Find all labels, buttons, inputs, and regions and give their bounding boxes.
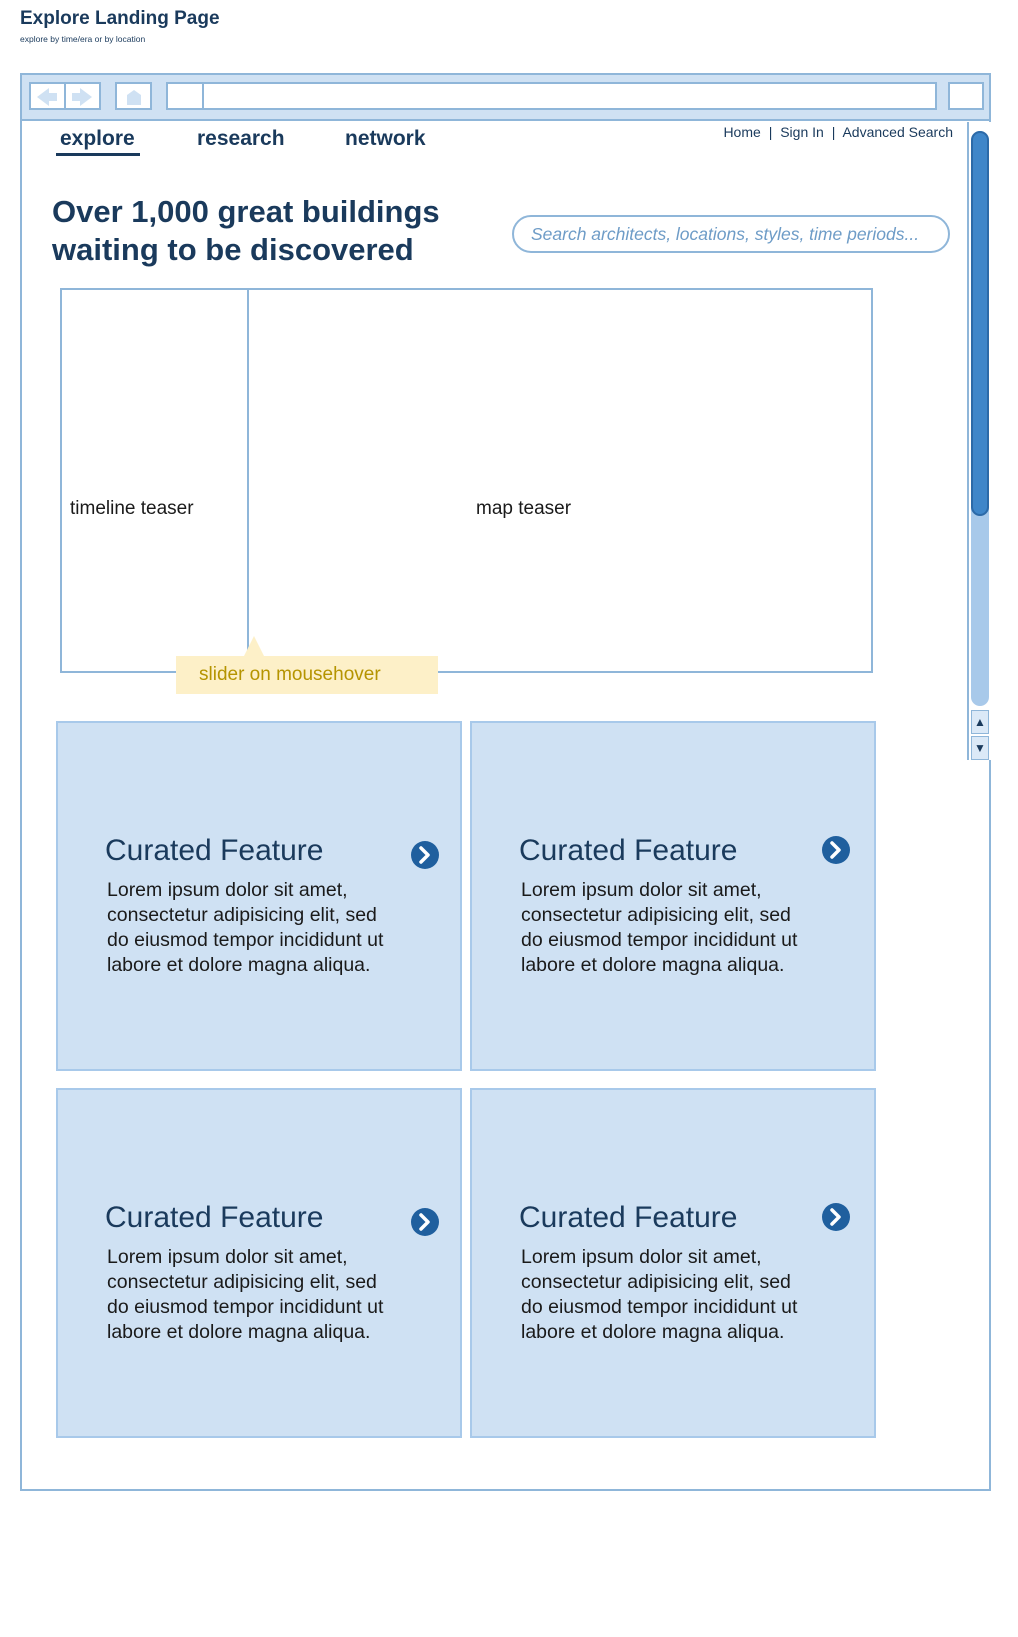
arrow-right-circle-icon[interactable] <box>410 1207 440 1242</box>
feature-title: Curated Feature <box>105 1201 324 1234</box>
go-button[interactable] <box>948 82 984 110</box>
timeline-teaser[interactable]: timeline teaser <box>70 498 194 519</box>
tab-network[interactable]: network <box>345 127 426 150</box>
feature-card[interactable] <box>470 1088 876 1438</box>
tooltip-arrow <box>244 636 264 656</box>
tab-explore[interactable]: explore <box>60 127 135 150</box>
search-input[interactable]: Search architects, locations, styles, time periods... <box>512 215 950 253</box>
feature-card[interactable] <box>56 1088 462 1438</box>
address-segment-divider <box>202 84 204 108</box>
utility-links <box>723 124 953 140</box>
feature-body: Lorem ipsum dolor sit amet, consectetur adipisicing elit, sed do eiusmod tempor incididunt ut labore et dolore magna aliqua. <box>521 1246 798 1343</box>
feature-card[interactable] <box>56 721 462 1071</box>
scrollbar[interactable] <box>967 122 991 760</box>
scroll-up-icon[interactable]: ▲ <box>971 710 989 734</box>
document-subtitle: explore by time/era or by location <box>20 34 146 44</box>
browser-window <box>20 73 991 1491</box>
address-bar[interactable] <box>166 82 937 110</box>
feature-body: Lorem ipsum dolor sit amet, consectetur adipisicing elit, sed do eiusmod tempor incididunt ut labore et dolore magna aliqua. <box>107 879 384 976</box>
feature-body: Lorem ipsum dolor sit amet, consectetur adipisicing elit, sed do eiusmod tempor incididunt ut labore et dolore magna aliqua. <box>521 879 798 976</box>
hero-line-2: waiting to be discovered <box>52 232 414 267</box>
document-title: Explore Landing Page <box>20 8 220 29</box>
teaser-slider-divider[interactable] <box>247 290 249 671</box>
hero-line-1: Over 1,000 great buildings <box>52 194 440 229</box>
scroll-thumb[interactable] <box>971 131 989 516</box>
separator: | <box>831 124 836 140</box>
nav-arrows <box>29 82 101 110</box>
feature-body: Lorem ipsum dolor sit amet, consectetur adipisicing elit, sed do eiusmod tempor incididunt ut labore et dolore magna aliqua. <box>107 1246 384 1343</box>
feature-card[interactable] <box>470 721 876 1071</box>
map-teaser[interactable]: map teaser <box>476 498 572 519</box>
nav-divider <box>64 84 66 108</box>
browser-toolbar <box>22 75 989 121</box>
slider-tooltip: slider on mousehover <box>176 656 438 694</box>
separator: | <box>768 124 773 140</box>
hero-heading <box>52 193 482 269</box>
home-link[interactable]: Home <box>723 124 761 140</box>
advanced-search-link[interactable]: Advanced Search <box>842 124 953 140</box>
teaser-panel <box>60 288 873 673</box>
arrow-right-circle-icon[interactable] <box>821 1202 851 1237</box>
tab-research[interactable]: research <box>197 127 285 150</box>
arrow-right-circle-icon[interactable] <box>821 835 851 870</box>
scroll-down-icon[interactable]: ▼ <box>971 736 989 760</box>
feature-title: Curated Feature <box>519 1201 738 1234</box>
arrow-right-circle-icon[interactable] <box>410 840 440 875</box>
feature-title: Curated Feature <box>519 834 738 867</box>
sign-in-link[interactable]: Sign In <box>780 124 824 140</box>
home-button[interactable] <box>115 82 152 110</box>
feature-title: Curated Feature <box>105 834 324 867</box>
active-tab-indicator <box>56 153 140 156</box>
